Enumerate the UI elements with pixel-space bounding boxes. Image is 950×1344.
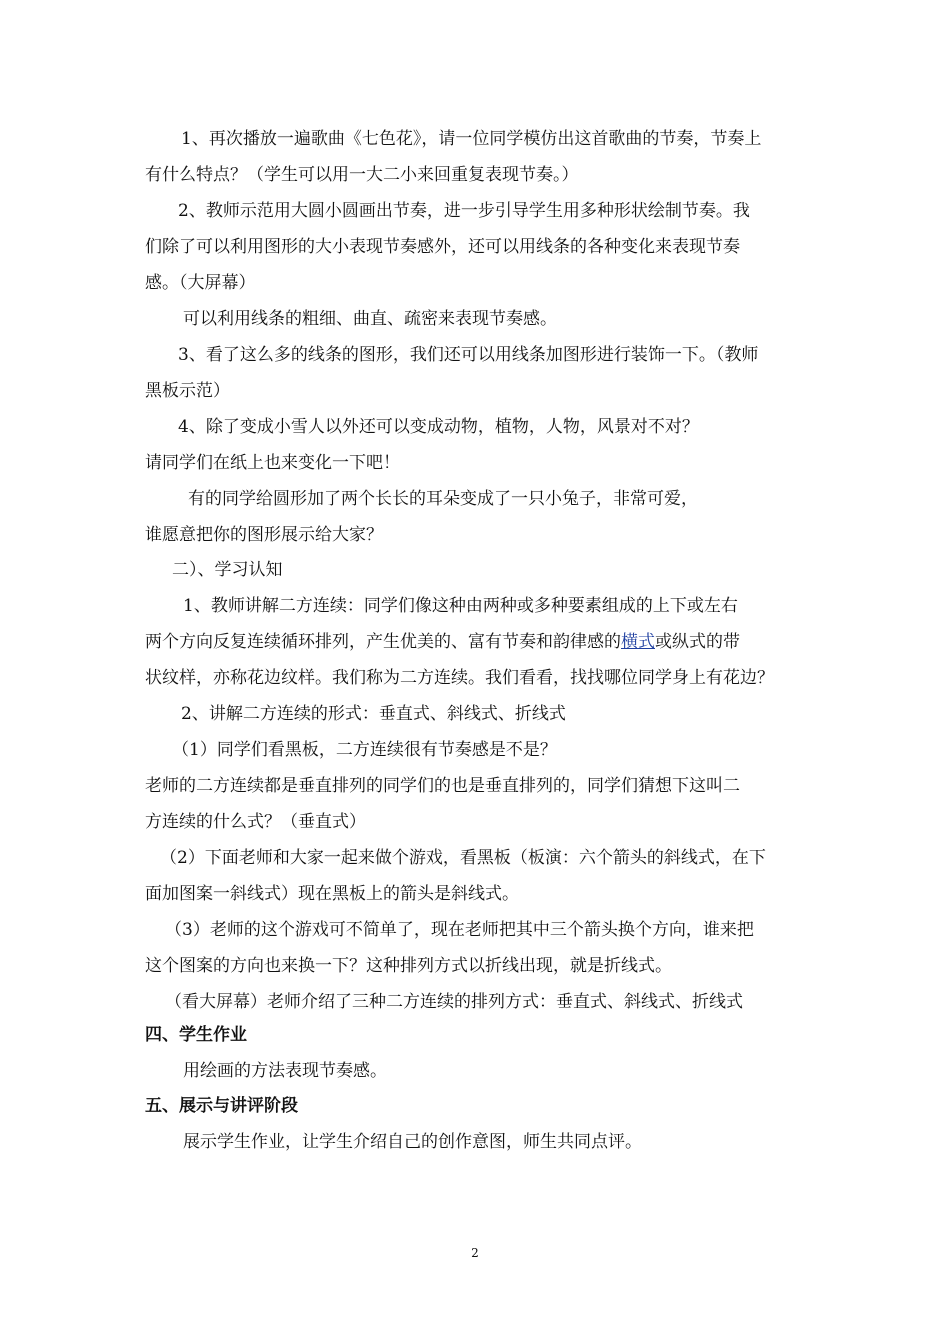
paragraph-line: 1、再次播放一遍歌曲《七色花》，请一位同学模仿出这首歌曲的节奏，节奏上	[181, 129, 762, 149]
paragraph-line: 这个图案的方向也来换一下？这种排列方式以折线出现，就是折线式。	[145, 956, 672, 976]
paragraph-line: （3）老师的这个游戏可不简单了，现在老师把其中三个箭头换个方向，谁来把	[165, 920, 754, 940]
paragraph-line: 有的同学给圆形加了两个长长的耳朵变成了一只小兔子，非常可爱，	[188, 489, 698, 509]
section-heading: 五、展示与讲评阶段	[145, 1096, 298, 1116]
paragraph-line	[0, 630, 950, 654]
paragraph-line: （看大屏幕）老师介绍了三种二方连续的排列方式：垂直式、斜线式、折线式	[165, 992, 743, 1012]
page-number: 2	[471, 1246, 479, 1260]
paragraph-line: 1、教师讲解二方连续：同学们像这种由两种或多种要素组成的上下或左右	[183, 596, 738, 616]
paragraph-line: 展示学生作业，让学生介绍自己的创作意图，师生共同点评。	[183, 1132, 642, 1152]
paragraph-line: 面加图案一斜线式）现在黑板上的箭头是斜线式。	[145, 884, 519, 904]
paragraph-line: 感。（大屏幕）	[145, 273, 256, 293]
paragraph-line: 有什么特点？（学生可以用一大二小来回重复表现节奏。）	[145, 165, 579, 185]
section-subheading: 二）、学习认知	[172, 560, 283, 580]
horizontal-style-link[interactable]: 横式	[621, 632, 655, 652]
paragraph-line: 可以利用线条的粗细、曲直、疏密来表现节奏感。	[183, 309, 557, 329]
paragraph-line: 状纹样，亦称花边纹样。我们称为二方连续。我们看看，找找哪位同学身上有花边？	[145, 668, 774, 688]
paragraph-text: 两个方向反复连续循环排列，产生优美的、富有节奏和韵律感的	[145, 632, 621, 652]
paragraph-line: 3、看了这么多的线条的图形，我们还可以用线条加图形进行装饰一下。（教师	[178, 345, 759, 365]
paragraph-line: 4、除了变成小雪人以外还可以变成动物，植物，人物，风景对不对？	[178, 417, 699, 437]
paragraph-line: 谁愿意把你的图形展示给大家？	[145, 525, 383, 545]
paragraph-line: （2）下面老师和大家一起来做个游戏，看黑板（板演：六个箭头的斜线式，在下	[160, 848, 766, 868]
paragraph-line: 2、教师示范用大圆小圆画出节奏，进一步引导学生用多种形状绘制节奏。我	[178, 201, 750, 221]
paragraph-line: （1）同学们看黑板，二方连续很有节奏感是不是？	[172, 740, 557, 760]
paragraph-line: 请同学们在纸上也来变化一下吧！	[145, 453, 400, 473]
paragraph-line: 们除了可以利用图形的大小表现节奏感外，还可以用线条的各种变化来表现节奏	[145, 237, 740, 257]
paragraph-line: 2、讲解二方连续的形式：垂直式、斜线式、折线式	[181, 704, 566, 724]
paragraph-text: 或纵式的带	[655, 632, 740, 652]
paragraph-line: 黑板示范）	[145, 381, 230, 401]
paragraph-line: 老师的二方连续都是垂直排列的同学们的也是垂直排列的，同学们猜想下这叫二	[145, 776, 740, 796]
paragraph-line: 方连续的什么式？（垂直式）	[145, 812, 366, 832]
section-heading: 四、学生作业	[145, 1025, 247, 1045]
paragraph-line: 用绘画的方法表现节奏感。	[183, 1061, 387, 1081]
